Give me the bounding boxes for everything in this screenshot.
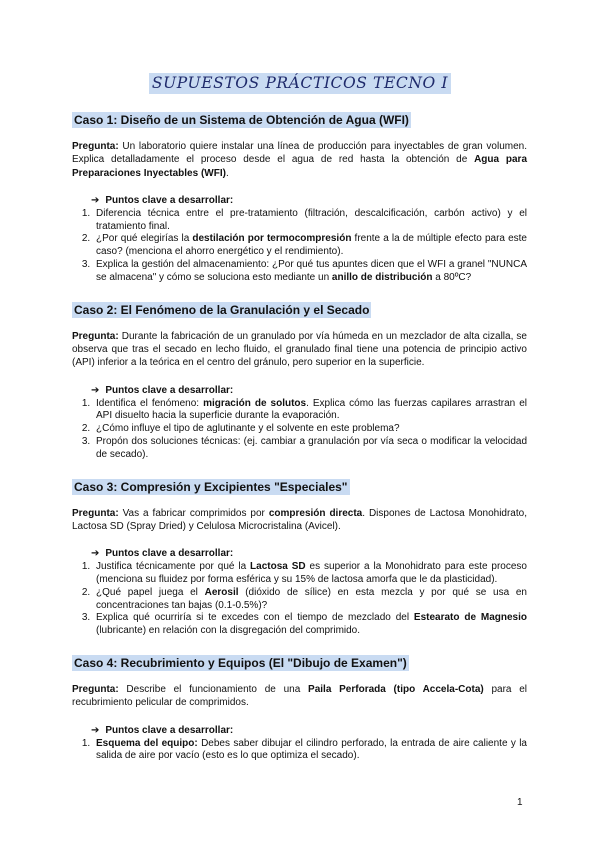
text-run: a 80ºC? [432,271,472,283]
key-point-item [93,587,527,613]
text-run: frente a la de múltiple efecto para este caso? (menciona el ahorro energético y el rendimiento). [96,233,527,258]
text-run: Explica qué ocurriría si te excedes con el tiempo de mezclado del [96,612,414,624]
case-title: Caso 1: Diseño de un Sistema de Obtención de Agua (WFI) [74,113,409,127]
text-run: Un laboratorio quiere instalar una línea de producción para inyectables de gran volumen. Explica detalladamente el proceso desde el agua de red hasta la obtención de [72,141,527,166]
bold-text: Aerosil [204,586,239,598]
case-question [72,140,527,180]
case-question [72,683,527,710]
key-points-list [72,561,527,638]
case-section [72,108,527,285]
text-run: Durante la fabricación de un granulado por vía húmeda en un mezclador de alta cizalla, se observa que tras el secado en lecho fluido, el granulado final tiene una potencia de principio activo (API) inferior a la teórica en el centro del gránulo, pero superior en la superficie. [72,330,527,369]
document-body [72,108,527,771]
text-run: ¿Por qué elegirías la [96,233,193,245]
case-section [72,293,527,462]
bold-text: Agua para Preparaciones Inyectables (WFI) [72,154,528,179]
bold-text: migración de solutos [203,397,307,409]
case-section [72,470,527,638]
bold-text: Lactosa SD [250,561,306,573]
arrow-icon: ➔ [91,384,100,396]
key-point-item [93,436,527,462]
text-run: . Dispones de Lactosa Monohidrato, Lactosa SD (Spray Dried) y Celulosa Microcristalina (Avicel). [72,507,527,532]
key-point-item [93,561,527,587]
arrow-icon: ➔ [91,548,100,560]
case-title: Caso 4: Recubrimiento y Equipos (El "Dibujo de Examen") [74,655,407,670]
key-points-heading [91,384,527,397]
key-points-heading [91,724,527,737]
question-label: Pregunta: [72,330,119,342]
question-label: Pregunta: [72,507,119,519]
case-title: Caso 2: El Fenómeno de la Granulación y el Secado [74,302,370,317]
case-section [72,646,527,763]
text-run: (dióxido de sílice) en esta mezcla y por qué se usa en concentraciones tan bajas (0.1-0.5%)? [96,586,527,611]
question-label: Pregunta: [72,683,119,695]
bold-text: compresión directa [268,507,363,519]
text-run: Describe el funcionamiento de una [118,683,309,695]
text-run: Propón dos soluciones técnicas: (ej. cambiar a granulación por vía seca o modificar la velocidad de secado). [96,435,527,460]
question-label: Pregunta: [72,141,119,152]
arrow-icon: ➔ [91,194,100,206]
text-run: ¿Cómo influye el tipo de aglutinante y el solvente en este problema? [96,423,400,435]
arrow-icon: ➔ [91,724,100,736]
key-points-label: Puntos clave a desarrollar: [105,548,234,560]
key-point-item [93,259,527,285]
key-points-list [72,398,527,462]
text-run: (lubricante) en relación con la disgregación del comprimido. [96,625,361,637]
text-run: para el recubrimiento pelicular de comprimidos. [72,683,528,709]
case-question [72,507,527,534]
text-run: Identifica el fenómeno: [96,397,204,409]
text-run: ¿Qué papel juega el [96,586,205,598]
key-points-label: Puntos clave a desarrollar: [105,724,234,736]
bold-text: Estearato de Magnesio [413,612,528,624]
case-title: Caso 3: Compresión y Excipientes "Especiales" [74,479,348,494]
key-points-list [72,208,527,285]
document-title: SUPUESTOS PRÁCTICOS TECNO I [149,73,451,94]
text-run: es superior a la Monohidrato para este proceso (menciona su fluidez por forma esférica y su 15% de lactosa amorfa que le da plasticidad). [96,561,527,585]
bold-text: destilación por termocompresión [192,233,352,245]
text-run: . Explica cómo las fuerzas capilares arrastran el API disuelto hacia la superficie durante la evaporación. [96,397,527,422]
key-points-list [72,738,527,764]
key-point-item [93,208,527,234]
key-points-label: Puntos clave a desarrollar: [105,384,234,396]
key-point-item [93,612,527,638]
key-point-item [93,233,527,259]
key-point-item [93,398,527,424]
key-point-item [93,423,527,436]
case-question [72,330,527,370]
bold-text: Paila Perforada (tipo Accela-Cota) [308,683,484,695]
page-number: 1 [517,797,523,808]
text-run: Justifica técnicamente por qué la [96,561,251,573]
text-run: Debes saber dibujar el cilindro perforado, la entrada de aire caliente y la salida de aire por vacío (esto es lo que optimiza el secado). [96,737,527,762]
text-run: Explica la gestión del almacenamiento: ¿Por qué tus apuntes dicen que el WFI a granel "NUNCA se almacena" y cómo se soluciona esto mediante un [96,259,527,283]
text-run: Diferencia técnica entre el pre-tratamiento (filtración, descalcificación, carbón activo) y el tratamiento final. [96,207,527,232]
title-wrapper [0,73,600,94]
text-run: Vas a fabricar comprimidos por [118,507,269,519]
key-points-heading [91,547,527,560]
key-point-item [93,738,527,764]
text-run: . [225,167,229,179]
key-points-label: Puntos clave a desarrollar: [105,194,234,206]
bold-text: anillo de distribución [331,271,433,283]
bold-text: Esquema del equipo: [96,737,198,749]
key-points-heading [91,194,527,207]
